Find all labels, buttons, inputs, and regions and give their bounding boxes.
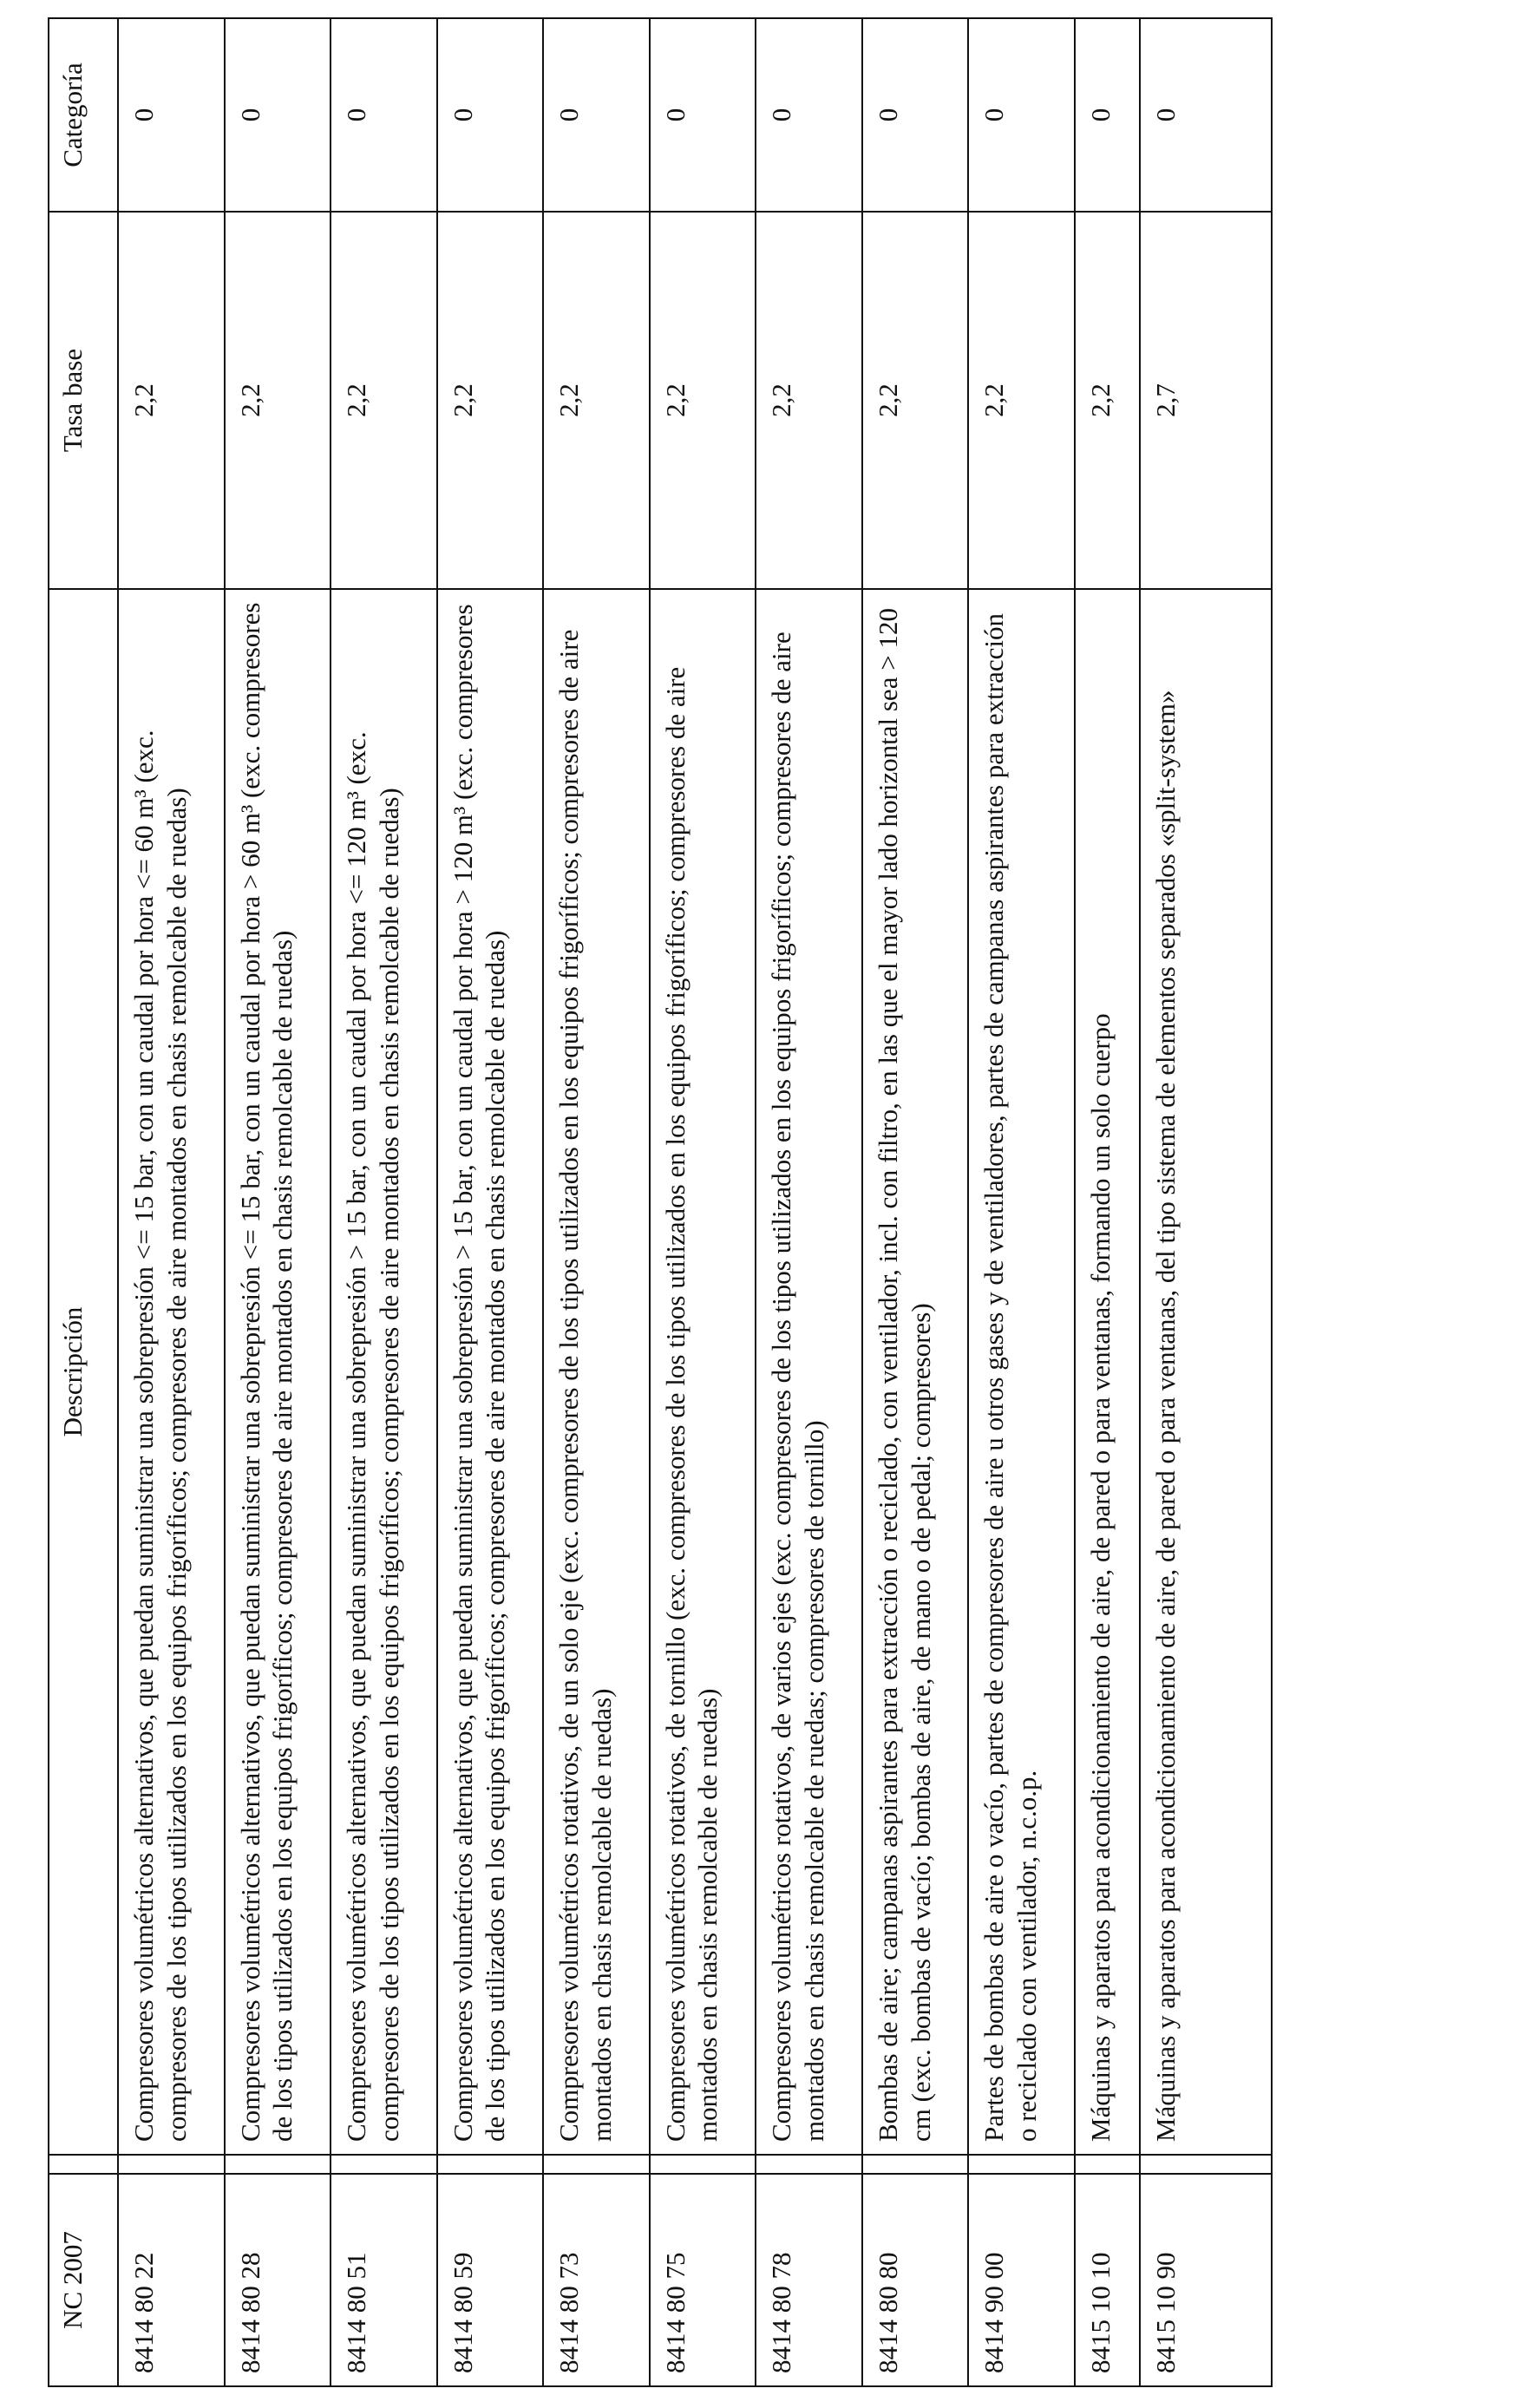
spacer-cell	[968, 2155, 1075, 2174]
nc-code: 8414 90 00	[968, 2174, 1075, 2386]
nc-code: 8414 80 51	[331, 2174, 437, 2386]
spacer-cell	[1140, 2155, 1272, 2174]
rate-cell: 2,2	[437, 212, 544, 589]
category-cell: 0	[225, 18, 331, 212]
description-cell: Compresores volumétricos alternativos, que puedan suministrar una sobrepresión <= 15 bar, con un caudal por hora > 60 m³ (exc. compresores de los tipos utilizados en los equipos frigoríficos; compresores de aire montados en chasis remolcable de ruedas)	[225, 589, 331, 2155]
category-cell: 0	[1140, 18, 1272, 212]
category-cell: 0	[331, 18, 437, 212]
rate-cell: 2,2	[756, 212, 862, 589]
table-row	[543, 18, 650, 2386]
category-cell: 0	[650, 18, 756, 212]
description-cell: Máquinas y aparatos para acondicionamiento de aire, de pared o para ventanas, formando un solo cuerpo	[1075, 589, 1140, 2155]
category-cell: 0	[862, 18, 969, 212]
header-description: Descripción	[49, 589, 118, 2155]
nc-code: 8414 80 80	[862, 2174, 969, 2386]
nc-code: 8414 80 75	[650, 2174, 756, 2386]
description-cell: Compresores volumétricos alternativos, que puedan suministrar una sobrepresión <= 15 bar, con un caudal por hora <= 60 m³ (exc. compresores de los tipos utilizados en los equipos frigoríficos; compresores de aire montados en chasis remolcable de ruedas)	[118, 589, 225, 2155]
nc-code: 8414 80 59	[437, 2174, 544, 2386]
description-cell: Compresores volumétricos rotativos, de tornillo (exc. compresores de los tipos utilizados en los equipos frigoríficos; compresores de aire montados en chasis remolcable de ruedas)	[650, 589, 756, 2155]
nc-code: 8414 80 73	[543, 2174, 650, 2386]
rate-cell: 2,2	[968, 212, 1075, 589]
table-row	[1075, 18, 1140, 2386]
table-row	[225, 18, 331, 2386]
spacer-cell	[331, 2155, 437, 2174]
table-row	[437, 18, 544, 2386]
header-tasa-base: Tasa base	[49, 212, 118, 589]
rate-cell: 2,7	[1140, 212, 1272, 589]
nc-code: 8414 80 28	[225, 2174, 331, 2386]
spacer-cell	[225, 2155, 331, 2174]
category-cell: 0	[968, 18, 1075, 212]
table-row	[1140, 18, 1272, 2386]
header-row	[49, 18, 118, 2386]
description-cell: Bombas de aire; campanas aspirantes para extracción o reciclado, con ventilador, incl. con filtro, en las que el mayor lado horizontal sea > 120 cm (exc. bombas de vacío; bombas de aire, de mano o de pedal; compresores)	[862, 589, 969, 2155]
rate-cell: 2,2	[1075, 212, 1140, 589]
spacer-cell	[118, 2155, 225, 2174]
table-row	[118, 18, 225, 2386]
category-cell: 0	[1075, 18, 1140, 212]
rate-cell: 2,2	[331, 212, 437, 589]
spacer-cell	[1075, 2155, 1140, 2174]
spacer-cell	[543, 2155, 650, 2174]
spacer-cell	[756, 2155, 862, 2174]
description-cell: Compresores volumétricos alternativos, que puedan suministrar una sobrepresión > 15 bar, con un caudal por hora <= 120 m³ (exc. compresores de los tipos utilizados en los equipos frigoríficos; compresores de aire montados en chasis remolcable de ruedas)	[331, 589, 437, 2155]
table-row	[968, 18, 1075, 2386]
nc-code: 8415 10 90	[1140, 2174, 1272, 2386]
header-nc-2007: NC 2007	[49, 2174, 118, 2386]
description-cell: Compresores volumétricos rotativos, de un solo eje (exc. compresores de los tipos utilizados en los equipos frigoríficos; compresores de aire montados en chasis remolcable de ruedas)	[543, 589, 650, 2155]
rotated-page	[48, 19, 1273, 2387]
rate-cell: 2,2	[225, 212, 331, 589]
category-cell: 0	[118, 18, 225, 212]
spacer-cell	[437, 2155, 544, 2174]
rate-cell: 2,2	[543, 212, 650, 589]
spacer-cell	[650, 2155, 756, 2174]
category-cell: 0	[543, 18, 650, 212]
category-cell: 0	[756, 18, 862, 212]
table-row	[756, 18, 862, 2386]
spacer-cell	[862, 2155, 969, 2174]
rate-cell: 2,2	[862, 212, 969, 589]
nc-code: 8414 80 78	[756, 2174, 862, 2386]
description-cell: Compresores volumétricos alternativos, que puedan suministrar una sobrepresión > 15 bar, con un caudal por hora > 120 m³ (exc. compresores de los tipos utilizados en los equipos frigoríficos; compresores de aire montados en chasis remolcable de ruedas)	[437, 589, 544, 2155]
header-spacer	[49, 2155, 118, 2174]
header-categoria: Categoría	[49, 18, 118, 212]
description-cell: Compresores volumétricos rotativos, de varios ejes (exc. compresores de los tipos utilizados en los equipos frigoríficos; compresores de aire montados en chasis remolcable de ruedas; compresores de tornillo)	[756, 589, 862, 2155]
description-cell: Partes de bombas de aire o vacío, partes de compresores de aire u otros gases y de ventiladores, partes de campanas aspirantes para extracción o reciclado con ventilador, n.c.o.p.	[968, 589, 1075, 2155]
nc-code: 8414 80 22	[118, 2174, 225, 2386]
description-cell: Máquinas y aparatos para acondicionamiento de aire, de pared o para ventanas, del tipo sistema de elementos separados «split-system»	[1140, 589, 1272, 2155]
tariff-table	[48, 17, 1273, 2387]
table-row	[331, 18, 437, 2386]
rate-cell: 2,2	[118, 212, 225, 589]
rate-cell: 2,2	[650, 212, 756, 589]
table-row	[862, 18, 969, 2386]
category-cell: 0	[437, 18, 544, 212]
table-row	[650, 18, 756, 2386]
nc-code: 8415 10 10	[1075, 2174, 1140, 2386]
